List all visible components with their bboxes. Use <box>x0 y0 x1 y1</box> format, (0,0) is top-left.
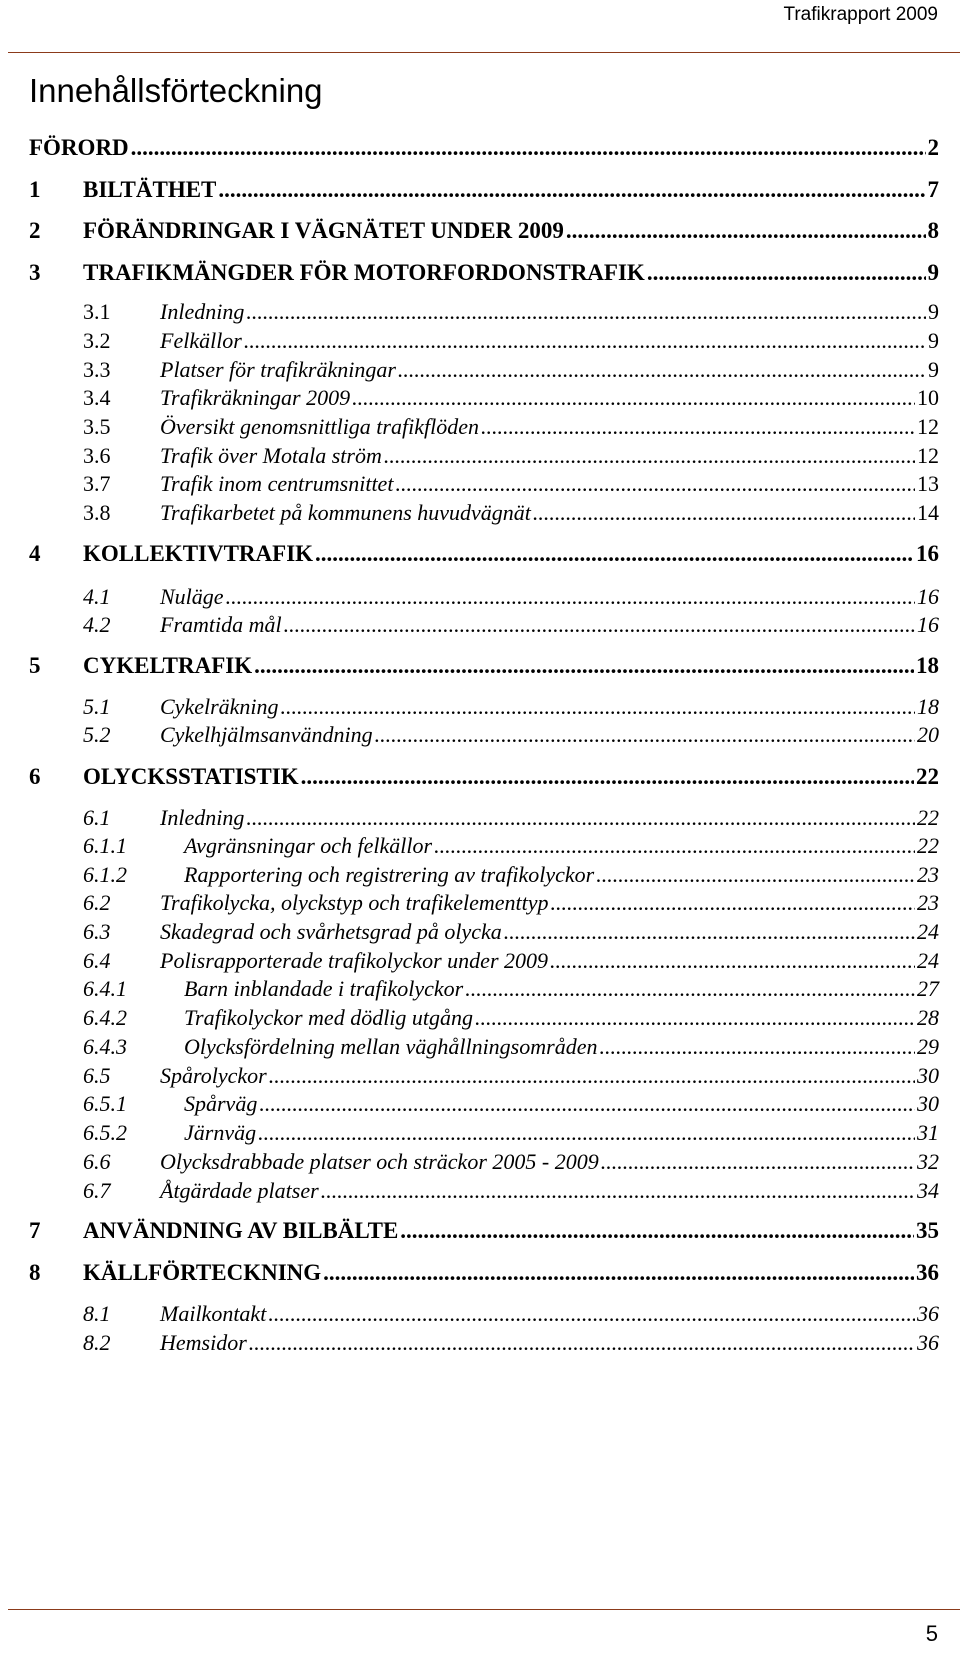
toc-dot-leader <box>249 1330 915 1356</box>
toc-entry-title: KÄLLFÖRTECKNING <box>83 1260 322 1285</box>
toc-entry[interactable] <box>29 1120 939 1146</box>
toc-entry-page: 35 <box>916 1218 939 1243</box>
toc-entry-title: Polisrapporterade trafikolyckor under 2009 <box>160 948 549 973</box>
toc-entry-title: Översikt genomsnittliga trafikflöden <box>160 414 479 439</box>
toc-entry-number: 3.6 <box>83 443 111 468</box>
toc-dot-leader <box>315 541 914 567</box>
toc-entry[interactable] <box>29 500 939 526</box>
toc-entry-number: 1 <box>29 177 41 202</box>
toc-entry-title: Hemsidor <box>160 1330 247 1355</box>
toc-dot-leader <box>323 1260 914 1286</box>
toc-entry-title: Olycksfördelning mellan väghållningsområden <box>184 1034 598 1059</box>
toc-entry-page: 18 <box>917 694 939 719</box>
toc-entry-title: Trafikolycka, olyckstyp och trafikelementtyp <box>160 890 549 915</box>
toc-dot-leader <box>281 694 915 720</box>
toc-dot-leader <box>269 1063 915 1089</box>
toc-entry-page: 12 <box>917 414 939 439</box>
toc-entry-page: 18 <box>916 653 939 678</box>
toc-entry[interactable] <box>29 1330 939 1356</box>
toc-entry-number: 4.1 <box>83 584 111 609</box>
toc-entry[interactable] <box>29 1005 939 1031</box>
toc-entry-number: 6.6 <box>83 1149 111 1174</box>
toc-entry[interactable] <box>29 1260 939 1286</box>
toc-entry-page: 10 <box>917 385 939 410</box>
toc-entry-number: 5.2 <box>83 722 111 747</box>
toc-dot-leader <box>599 1034 915 1060</box>
toc-entry-number: 6 <box>29 764 41 789</box>
toc-entry-number: 6.1.2 <box>83 862 127 887</box>
toc-entry-title: Cykelräkning <box>160 694 279 719</box>
toc-entry[interactable] <box>29 890 939 916</box>
toc-entry-number: 6.3 <box>83 919 111 944</box>
toc-entry-title: Nuläge <box>160 584 224 609</box>
toc-entry[interactable] <box>29 471 939 497</box>
toc-entry-page: 12 <box>917 443 939 468</box>
toc-entry-title: BILTÄTHET <box>83 177 217 202</box>
toc-dot-leader <box>218 177 925 203</box>
toc-entry-number: 5.1 <box>83 694 111 719</box>
toc-entry[interactable] <box>29 177 939 203</box>
toc-entry[interactable] <box>29 862 939 888</box>
toc-dot-leader <box>533 500 915 526</box>
toc-dot-leader <box>550 948 915 974</box>
toc-entry-page: 2 <box>927 135 939 160</box>
toc-dot-leader <box>258 1120 915 1146</box>
toc-dot-leader <box>244 328 926 354</box>
toc-entry[interactable] <box>29 694 939 720</box>
toc-entry-title: Cykelhjälmsanvändning <box>160 722 373 747</box>
toc-dot-leader <box>254 653 914 679</box>
toc-entry-title: Spårväg <box>184 1091 258 1116</box>
toc-dot-leader <box>481 414 915 440</box>
header-rule <box>8 52 960 53</box>
toc-entry[interactable] <box>29 653 939 679</box>
toc-entry-number: 3.1 <box>83 299 111 324</box>
toc-entry-number: 3.4 <box>83 385 111 410</box>
toc-dot-leader <box>131 135 926 161</box>
toc-entry[interactable] <box>29 833 939 859</box>
toc-entry[interactable] <box>29 541 939 567</box>
toc-entry-title: Inledning <box>160 805 245 830</box>
toc-entry-title: Trafikräkningar 2009 <box>160 385 351 410</box>
toc-entry[interactable] <box>29 722 939 748</box>
toc-entry-title: FÖRORD <box>29 135 129 160</box>
toc-entry-title: Inledning <box>160 299 245 324</box>
toc-entry[interactable] <box>29 764 939 790</box>
toc-entry-title: Olycksdrabbade platser och sträckor 2005 - 2009 <box>160 1149 599 1174</box>
toc-dot-leader <box>284 612 915 638</box>
toc-entry-number: 3.5 <box>83 414 111 439</box>
toc-entry[interactable] <box>29 948 939 974</box>
toc-dot-leader <box>504 919 915 945</box>
toc-entry[interactable] <box>29 584 939 610</box>
toc-entry[interactable] <box>29 976 939 1002</box>
toc-dot-leader <box>400 1218 914 1244</box>
toc-entry-title: Skadegrad och svårhetsgrad på olycka <box>160 919 502 944</box>
toc-entry-number: 4.2 <box>83 612 111 637</box>
toc-dot-leader <box>321 1178 915 1204</box>
toc-entry[interactable] <box>29 1301 939 1327</box>
toc-entry[interactable] <box>29 1034 939 1060</box>
toc-entry-page: 16 <box>917 584 939 609</box>
toc-dot-leader <box>475 1005 915 1031</box>
toc-entry[interactable] <box>29 805 939 831</box>
toc-entry[interactable] <box>29 218 939 244</box>
toc-entry-number: 6.4.2 <box>83 1005 127 1030</box>
toc-entry-title: Trafik över Motala ström <box>160 443 382 468</box>
toc-entry-title: FÖRÄNDRINGAR I VÄGNÄTET UNDER 2009 <box>83 218 564 243</box>
toc-entry[interactable] <box>29 1063 939 1089</box>
toc-entry-page: 36 <box>917 1301 939 1326</box>
toc-entry-number: 4 <box>29 541 41 566</box>
toc-entry-page: 16 <box>916 541 939 566</box>
toc-entry-number: 3.2 <box>83 328 111 353</box>
toc-entry-number: 5 <box>29 653 41 678</box>
toc-entry[interactable] <box>29 357 939 383</box>
toc-entry[interactable] <box>29 1091 939 1117</box>
toc-entry[interactable] <box>29 135 939 161</box>
toc-entry[interactable] <box>29 919 939 945</box>
toc-entry-number: 8.1 <box>83 1301 111 1326</box>
toc-entry-title: Mailkontakt <box>160 1301 267 1326</box>
toc-dot-leader <box>259 1091 915 1117</box>
toc-dot-leader <box>465 976 915 1002</box>
toc-entry-title: Trafikolyckor med dödlig utgång <box>184 1005 474 1030</box>
toc-entry-page: 23 <box>917 890 939 915</box>
toc-entry-number: 6.5.2 <box>83 1120 127 1145</box>
toc-dot-leader <box>434 833 915 859</box>
toc-entry-number: 7 <box>29 1218 41 1243</box>
page-title: Innehållsförteckning <box>29 72 323 109</box>
toc-entry-page: 23 <box>917 862 939 887</box>
toc-entry[interactable] <box>29 612 939 638</box>
toc-entry-number: 6.4 <box>83 948 111 973</box>
toc-entry-number: 3.7 <box>83 471 111 496</box>
toc-dot-leader <box>398 357 926 383</box>
toc-entry-title: Avgränsningar och felkällor <box>184 833 433 858</box>
toc-entry-title: Felkällor <box>160 328 242 353</box>
toc-dot-leader <box>246 805 915 831</box>
toc-entry-page: 9 <box>928 328 939 353</box>
toc-entry-page: 24 <box>917 919 939 944</box>
toc-entry[interactable] <box>29 414 939 440</box>
footer-rule <box>8 1609 960 1610</box>
toc-entry[interactable] <box>29 328 939 354</box>
toc-entry-page: 9 <box>927 260 939 285</box>
toc-entry-number: 3.8 <box>83 500 111 525</box>
toc-entry-number: 6.1.1 <box>83 833 127 858</box>
toc-entry-page: 27 <box>917 976 939 1001</box>
toc-entry-page: 14 <box>917 500 939 525</box>
toc-entry-page: 24 <box>917 948 939 973</box>
toc-entry-number: 3.3 <box>83 357 111 382</box>
toc-dot-leader <box>384 443 915 469</box>
toc-entry-number: 6.1 <box>83 805 111 830</box>
toc-entry-title: TRAFIKMÄNGDER FÖR MOTORFORDONSTRAFIK <box>83 260 645 285</box>
toc-entry-title: Framtida mål <box>160 612 282 637</box>
toc-entry-number: 8 <box>29 1260 41 1285</box>
toc-entry-title: Järnväg <box>184 1120 257 1145</box>
toc-entry-title: Barn inblandade i trafikolyckor <box>184 976 464 1001</box>
toc-entry-number: 6.2 <box>83 890 111 915</box>
toc-dot-leader <box>352 385 915 411</box>
toc-entry-title: Platser för trafikräkningar <box>160 357 396 382</box>
toc-entry-page: 8 <box>927 218 939 243</box>
toc-entry-page: 22 <box>916 764 939 789</box>
toc-entry-number: 6.4.1 <box>83 976 127 1001</box>
running-header: Trafikrapport 2009 <box>783 4 938 25</box>
toc-entry-page: 7 <box>927 177 939 202</box>
toc-entry-title: Rapportering och registrering av trafikolyckor <box>184 862 595 887</box>
toc-entry-number: 2 <box>29 218 41 243</box>
toc-entry[interactable] <box>29 1218 939 1244</box>
toc-entry-page: 28 <box>917 1005 939 1030</box>
toc-entry-page: 36 <box>916 1260 939 1285</box>
toc-entry-number: 6.7 <box>83 1178 111 1203</box>
toc-entry[interactable] <box>29 1149 939 1175</box>
toc-entry-number: 6.4.3 <box>83 1034 127 1059</box>
page-number: 5 <box>925 1621 938 1646</box>
toc-entry-number: 3 <box>29 260 41 285</box>
toc-entry-page: 22 <box>917 805 939 830</box>
toc-entry[interactable] <box>29 260 939 286</box>
toc-entry-title: OLYCKSSTATISTIK <box>83 764 299 789</box>
toc-entry[interactable] <box>29 443 939 469</box>
toc-dot-leader <box>268 1301 915 1327</box>
toc-entry-page: 16 <box>917 612 939 637</box>
toc-entry-title: Trafik inom centrumsnittet <box>160 471 394 496</box>
toc-dot-leader <box>596 862 915 888</box>
toc-entry-title: CYKELTRAFIK <box>83 653 253 678</box>
toc-dot-leader <box>226 584 915 610</box>
toc-dot-leader <box>601 1149 915 1175</box>
toc-dot-leader <box>375 722 915 748</box>
toc-entry-page: 30 <box>917 1063 939 1088</box>
toc-entry-page: 22 <box>917 833 939 858</box>
toc-entry-page: 13 <box>917 471 939 496</box>
toc-entry-page: 30 <box>917 1091 939 1116</box>
toc-entry[interactable] <box>29 385 939 411</box>
toc-entry[interactable] <box>29 299 939 325</box>
toc-dot-leader <box>395 471 915 497</box>
toc-entry-page: 34 <box>917 1178 939 1203</box>
toc-dot-leader <box>647 260 926 286</box>
toc-entry-title: KOLLEKTIVTRAFIK <box>83 541 314 566</box>
toc-entry-page: 20 <box>917 722 939 747</box>
toc-dot-leader <box>566 218 926 244</box>
toc-entry-title: ANVÄNDNING AV BILBÄLTE <box>83 1218 399 1243</box>
toc-entry-number: 6.5.1 <box>83 1091 127 1116</box>
toc-entry-title: Spårolyckor <box>160 1063 267 1088</box>
toc-entry-number: 6.5 <box>83 1063 111 1088</box>
toc-entry-title: Trafikarbetet på kommunens huvudvägnät <box>160 500 531 525</box>
toc-entry-page: 9 <box>928 299 939 324</box>
toc-dot-leader <box>301 764 914 790</box>
toc-dot-leader <box>551 890 915 916</box>
toc-entry-page: 32 <box>917 1149 939 1174</box>
toc-entry-page: 31 <box>917 1120 939 1145</box>
toc-entry-number: 8.2 <box>83 1330 111 1355</box>
toc-dot-leader <box>246 299 926 325</box>
toc-entry-title: Åtgärdade platser <box>160 1178 319 1203</box>
toc-entry-page: 9 <box>928 357 939 382</box>
toc-entry-page: 29 <box>917 1034 939 1059</box>
toc-entry[interactable] <box>29 1178 939 1204</box>
toc-entry-page: 36 <box>917 1330 939 1355</box>
